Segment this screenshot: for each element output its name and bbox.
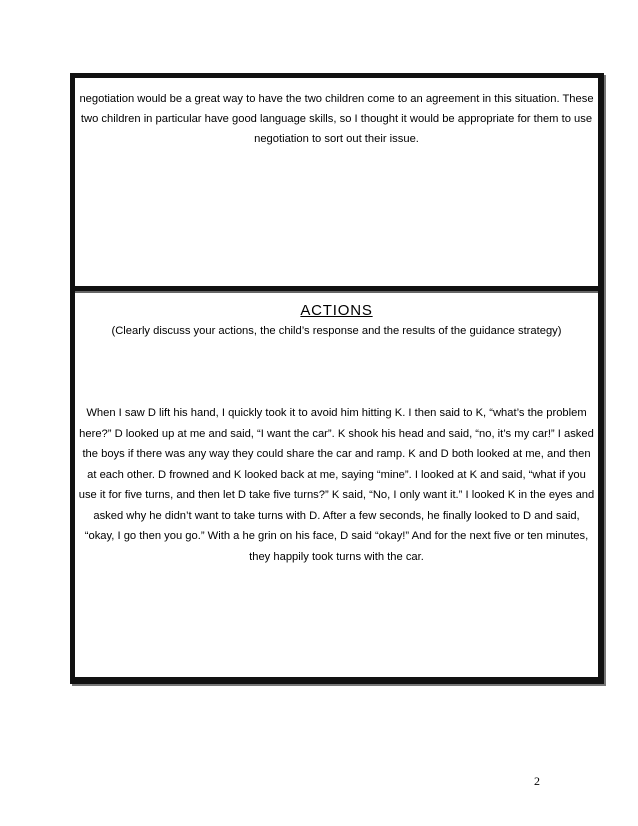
actions-instructions: (Clearly discuss your actions, the child’s response and the results of the guidance strategy) bbox=[111, 325, 562, 337]
actions-body-text: When I saw D lift his hand, I quickly took it to avoid him hitting K. I then said to K, “what’s the problem here?” D looked up at me and said, “I want the car”. K shook his head and said, “no, it’s my car!” I asked the boys if there was any way they could share the car and ramp. K and D both looked at me, and then at each other. D frowned and K looked back at me, saying “mine”. I looked at K and said, “what if you use it for five turns, and then let D take five turns?” K said, “No, I only want it.” I looked K in the eyes and asked why he didn’t want to take turns with D. After a few seconds, he finally looked to D and said, “okay, I go then you go.” With a he grin on his face, D said “okay!” And for the next five or ten minutes, they happily took turns with the car. bbox=[78, 407, 595, 563]
actions-box bbox=[75, 291, 598, 677]
reflection-form-frame bbox=[70, 73, 604, 684]
actions-heading: ACTIONS bbox=[300, 302, 373, 319]
strategy-rationale-box bbox=[75, 78, 598, 291]
page-number: 2 bbox=[534, 774, 540, 788]
strategy-rationale-text: negotiation would be a great way to have the two children come to an agreement in this situation. These two children in particular have good language skills, so I thought it would be appropriate for them to use negotiation to sort out their issue. bbox=[79, 93, 594, 145]
